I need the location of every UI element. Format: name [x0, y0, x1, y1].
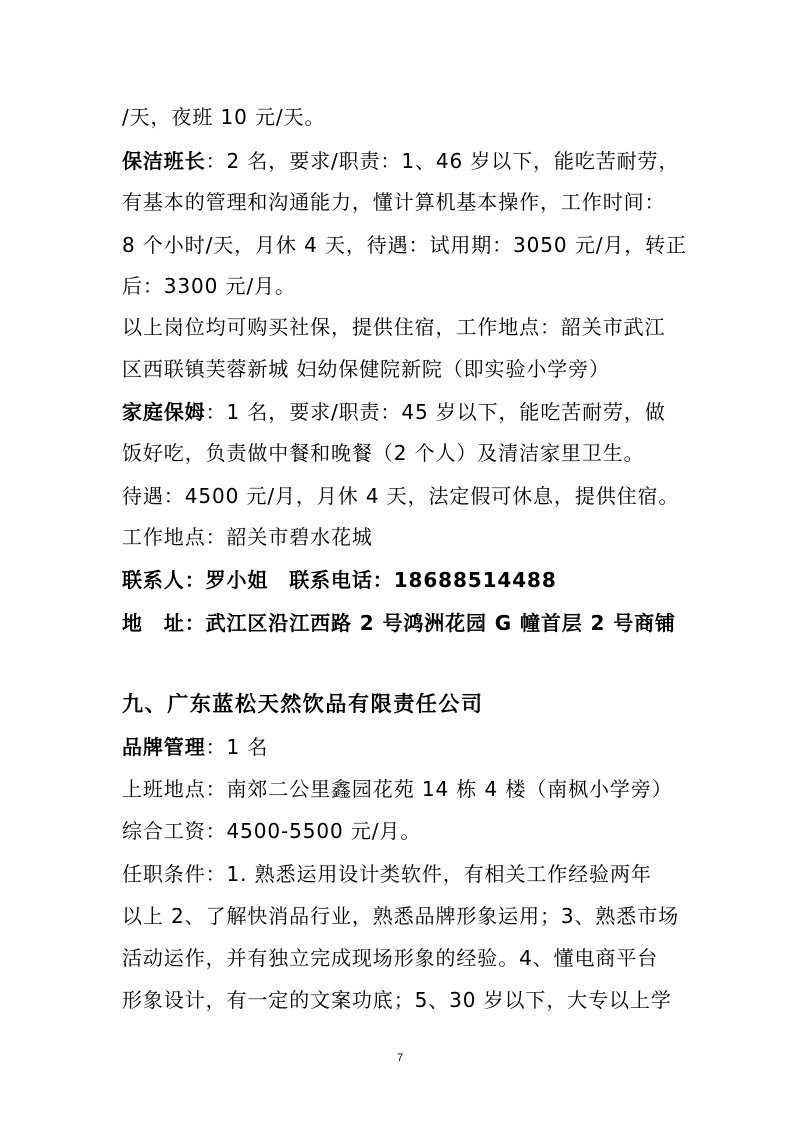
text-line	[122, 733, 682, 761]
line-text: 以上 2、了解快消品行业，熟悉品牌形象运用；3、熟悉市场	[122, 904, 680, 928]
text-line	[122, 860, 682, 888]
line-text: /天，夜班 10 元/天。	[122, 105, 326, 129]
address-info: 地 址：武江区沿江西路 2 号鸿洲花园 G 幢首层 2 号商铺	[122, 611, 676, 635]
text-line	[122, 313, 682, 341]
line-text: 任职条件：1. 熟悉运用设计类软件，有相关工作经验两年	[122, 862, 652, 886]
text-line	[122, 439, 682, 467]
line-text: 后：3300 元/月。	[122, 274, 296, 298]
text-line	[122, 355, 682, 383]
text-line	[122, 986, 682, 1014]
position-title-cleaning-leader: 保洁班长	[122, 149, 206, 173]
line-text: 8 个小时/天，月休 4 天，待遇：试用期：3050 元/月，转正	[122, 233, 687, 257]
text-line	[122, 231, 687, 259]
text-line	[122, 944, 682, 972]
line-text: 上班地点：南郊二公里鑫园花苑 14 栋 4 楼（南枫小学旁）	[122, 777, 673, 801]
line-text: 饭好吃，负责做中餐和晚餐（2 个人）及清洁家里卫生。	[122, 441, 645, 465]
text-line	[122, 482, 682, 510]
line-text: 以上岗位均可购买社保，提供住宿，工作地点：韶关市武江	[122, 315, 666, 339]
line-text: 综合工资：4500-5500 元/月。	[122, 819, 422, 843]
text-line	[122, 272, 682, 300]
line-text: 形象设计，有一定的文案功底；5、30 岁以下，大专以上学	[122, 988, 672, 1012]
text-line	[122, 902, 682, 930]
line-text: 工作地点：韶关市碧水花城	[122, 525, 373, 549]
company-heading	[122, 690, 682, 718]
line-text: 有基本的管理和沟通能力，懂计算机基本操作，工作时间：	[122, 190, 666, 214]
text-line	[122, 147, 682, 175]
contact-info: 联系人：罗小姐 联系电话：18688514488	[122, 568, 557, 592]
text-line	[122, 523, 682, 551]
position-title-housekeeper: 家庭保姆	[122, 400, 206, 424]
company-heading-text: 九、广东蓝松天然饮品有限责任公司	[122, 692, 484, 716]
contact-line	[122, 566, 682, 594]
page-number: 7	[396, 1052, 404, 1064]
line-text: 活动运作，并有独立完成现场形象的经验。4、懂电商平台	[122, 946, 659, 970]
text-line	[122, 817, 682, 845]
text-line	[122, 398, 682, 426]
address-line	[122, 609, 682, 637]
line-text: ：2 名，要求/职责：1、46 岁以下，能吃苦耐劳，	[205, 149, 680, 173]
text-line	[122, 775, 682, 803]
line-text: 待遇：4500 元/月，月休 4 天，法定假可休息，提供住宿。	[122, 484, 680, 508]
position-title-brand-management: 品牌管理	[122, 735, 206, 759]
text-line	[122, 103, 682, 131]
line-text: 区西联镇芙蓉新城 妇幼保健院新院（即实验小学旁）	[122, 357, 610, 381]
line-text: ：1 名	[205, 735, 269, 759]
line-text: ：1 名，要求/职责：45 岁以下，能吃苦耐劳，做	[205, 400, 666, 424]
text-line	[122, 188, 682, 216]
